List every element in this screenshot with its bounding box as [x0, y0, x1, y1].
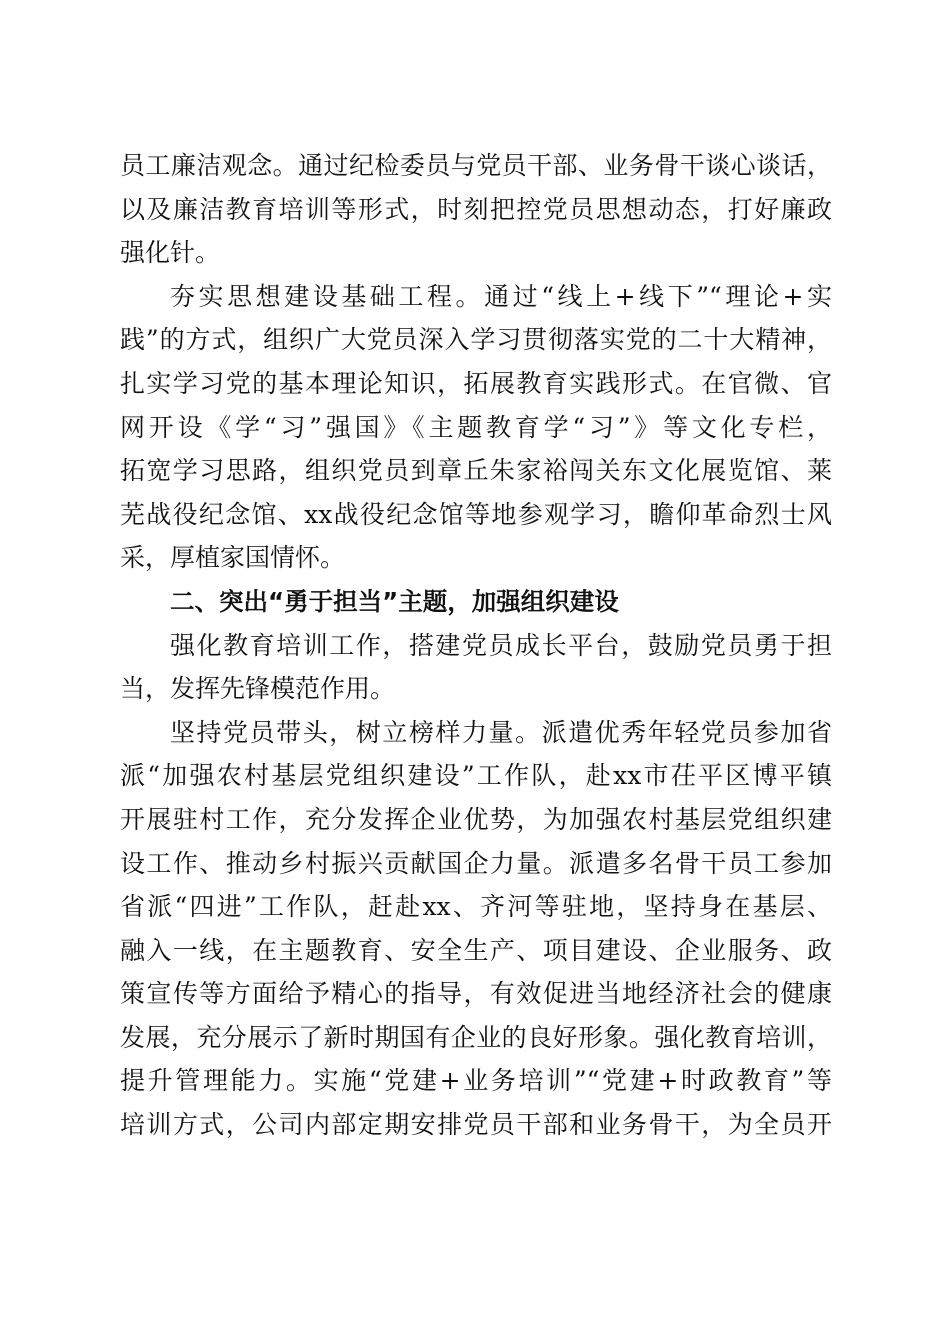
text-line: 采，厚植家国情怀。 [120, 543, 346, 573]
text-line: 开展驻村工作，充分发挥企业优势，为加强农村基层党组织建 [120, 804, 832, 834]
text-line: 扎实学习党的基本理论知识，拓展教育实践形式。在官微、官 [120, 368, 832, 398]
text-line: 策宣传等方面给予精心的指导，有效促进当地经济社会的健康 [120, 979, 832, 1009]
paragraph-continuation [120, 144, 832, 275]
text-line: 员工廉洁观念。通过纪检委员与党员干部、业务骨干谈心谈话， [120, 151, 832, 180]
text-line: 夯实思想建设基础工程。通过“线上+线下”“理论+实 [170, 281, 832, 311]
text-line: 提升管理能力。实施“党建+业务培训”“党建+时政教育”等 [120, 1066, 832, 1096]
text-line: 当，发挥先锋模范作用。 [120, 674, 396, 704]
text-line: 以及廉洁教育培训等形式，时刻把控党员思想动态，打好廉政 [120, 194, 832, 224]
paragraph-education-training [120, 624, 832, 711]
section-heading [120, 580, 832, 624]
document-body [120, 144, 832, 1147]
text-line: 网开设《学“习”强国》《主题教育学“习”》等文化专栏， [120, 412, 832, 442]
text-line: 强化教育培训工作，搭建党员成长平台，鼓励党员勇于担 [170, 630, 832, 660]
text-line: 践”的方式，组织广大党员深入学习贯彻落实党的二十大精神， [120, 325, 832, 355]
text-line: 拓宽学习思路，组织党员到章丘朱家裕闯关东文化展览馆、莱 [120, 456, 832, 486]
text-line: 培训方式，公司内部定期安排党员干部和业务骨干，为全员开 [120, 1110, 832, 1140]
text-line: 融入一线，在主题教育、安全生产、项目建设、企业服务、政 [120, 935, 832, 965]
text-line: 坚持党员带头，树立榜样力量。派遣优秀年轻党员参加省 [170, 717, 832, 747]
paragraph-ideological-building [120, 275, 832, 580]
text-line: 强化针。 [120, 238, 221, 268]
paragraph-party-members-lead [120, 711, 832, 1147]
text-line: 设工作、推动乡村振兴贡献国企力量。派遣多名骨干员工参加 [120, 848, 832, 878]
text-line: 派“加强农村基层党组织建设”工作队，赴xx市茌平区博平镇 [120, 761, 832, 791]
section-heading-text: 二、突出“勇于担当”主题，加强组织建设 [170, 586, 619, 616]
text-line: 省派“四进”工作队，赶赴xx、齐河等驻地，坚持身在基层、 [120, 892, 832, 922]
text-line: 芜战役纪念馆、xx战役纪念馆等地参观学习，瞻仰革命烈士风 [120, 499, 832, 529]
text-line: 发展，充分展示了新时期国有企业的良好形象。强化教育培训， [120, 1022, 832, 1052]
